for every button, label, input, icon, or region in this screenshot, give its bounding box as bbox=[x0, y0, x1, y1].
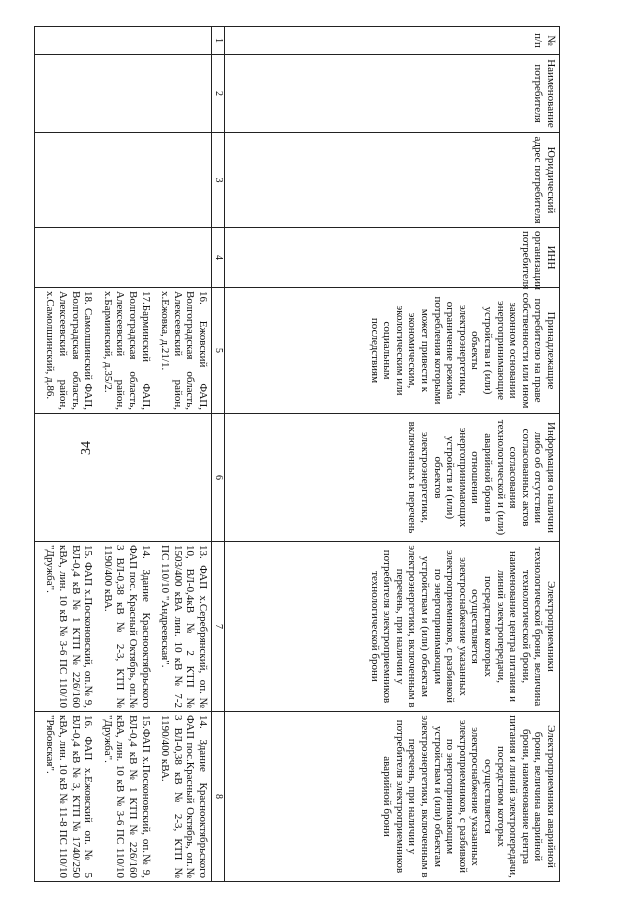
consumer-table bbox=[34, 26, 560, 882]
rotated-page bbox=[44, 26, 560, 881]
cell-tech-reserve bbox=[34, 542, 211, 712]
column-number: 2 bbox=[212, 55, 225, 133]
column-number: 4 bbox=[212, 228, 225, 288]
page-number: 34 bbox=[79, 441, 94, 455]
emergency-reserve-entry: 16. ФАП х.Ежовский оп.№ 5 ВЛ-0,4 кВ № 3, КТП № 1740/250 кВА, лин. 10 кВ № 11-8 ПС 110/10 "Рябовская". bbox=[44, 715, 95, 878]
tech-reserve-entry: 14. Здание Краснооктябрьского ФАП пос. Красный Октябрь, оп.№ 3 ВЛ-0,38 кВ № 2-3, КТП № 1190/400 кВА. bbox=[101, 545, 152, 708]
facility-entry: 17.Барминский ФАП, Волгоградская область, Алексеевский район, х.Барминский, д.35/2. bbox=[101, 291, 152, 410]
tech-reserve-entry: 15. ФАП х.Посконовский, оп.№ 9, ВЛ-0,4 кВ № 1 КТП № 226/160 кВА, лин. 10 кВ № 3-6 ПС 110/10 "Дружба". bbox=[44, 545, 95, 708]
header-cell: Наименование потребителя bbox=[225, 55, 560, 133]
header-cell: Информация о наличии либо об отсутствии согласованных актов согласования технологической и (или) аварийной брони в отношении энергопринимающих устройств и (или) объектов электроэнергетики, включенных в перечень bbox=[225, 414, 560, 542]
column-number: 3 bbox=[212, 133, 225, 228]
column-number: 8 bbox=[212, 712, 225, 882]
header-cell: Электроприемники аварийной брони, величина аварийной брони, наименование центра питания и линий электропередачи, посредством которых осуществляется электроснабжение указанных электроприемников, с разбивкой по энергопринимающим устройствам и (или) объектам электроэнергетики, включенным в перечень, при наличии у потребителя электроприемников аварийной брони bbox=[225, 712, 560, 882]
column-number: 7 bbox=[212, 542, 225, 712]
cell-empty bbox=[34, 27, 211, 55]
header-cell: ИНН организации потребителя bbox=[225, 228, 560, 288]
header-cell: Электроприемники технологической брони, величина технологической брони, наименование центра питания и линий электропередачи, посредством которых осуществляется электроснабжение указанных электроприемников, с разбивкой по энергопринимающим устройствам и (или) объектам электроэнергетики, включенным в перечень, при наличии у потребителя электроприемников технологической брони bbox=[225, 542, 560, 712]
header-cell: № п/п bbox=[225, 27, 560, 55]
facility-entry: 18. Самолшинский ФАП, Волгоградская область, Алексеевский район, х.Самолшинский, д.86. bbox=[44, 291, 95, 410]
column-number: 1 bbox=[212, 27, 225, 55]
facility-entry: 16. Ежовский ФАП, Волгоградская область, Алексеевский район, х.Ежовка, д.21/1. bbox=[159, 291, 209, 410]
cell-empty bbox=[34, 55, 211, 133]
emergency-reserve-entry: 14. Здание Краснооктябрьского ФАП пос.Красный Октябрь, оп.№ 3 ВЛ-0,38 кВ № 2-3, КТП № 1190/400 кВА. bbox=[159, 715, 209, 878]
column-number: 5 bbox=[212, 288, 225, 414]
table-header-row bbox=[225, 27, 560, 882]
cell-empty bbox=[34, 414, 211, 542]
column-number-row bbox=[212, 27, 225, 882]
cell-empty bbox=[34, 133, 211, 228]
emergency-reserve-entry: 15.ФАП х.Посконовский, оп.№ 9, ВЛ-0,4 кВ № 1 КТП № 226/160 кВА, лин. 10 кВ № 3-6 ПС 110/10 "Дружба". bbox=[101, 715, 152, 878]
table-row bbox=[34, 27, 211, 882]
cell-emergency-reserve bbox=[34, 712, 211, 882]
cell-facilities bbox=[34, 288, 211, 414]
column-number: 6 bbox=[212, 414, 225, 542]
header-cell: Юридический адрес потребителя bbox=[225, 133, 560, 228]
header-cell: Принадлежащие потребителю на праве собственности или ином законном основании энергопринимающие устройства и (или) объекты электроэнергетики, ограничение режима потребления которыми может привести к экономическим, экологическим или социальным последствиям bbox=[225, 288, 560, 414]
cell-empty bbox=[34, 228, 211, 288]
tech-reserve-entry: 13. ФАП х.Серебрянский, оп.№ 10, ВЛ-0,4кВ № 2 КТП № 1503/400 кВА лин. 10 кВ № 7-2 ПС 110/10 "Андреевская". bbox=[159, 545, 209, 708]
